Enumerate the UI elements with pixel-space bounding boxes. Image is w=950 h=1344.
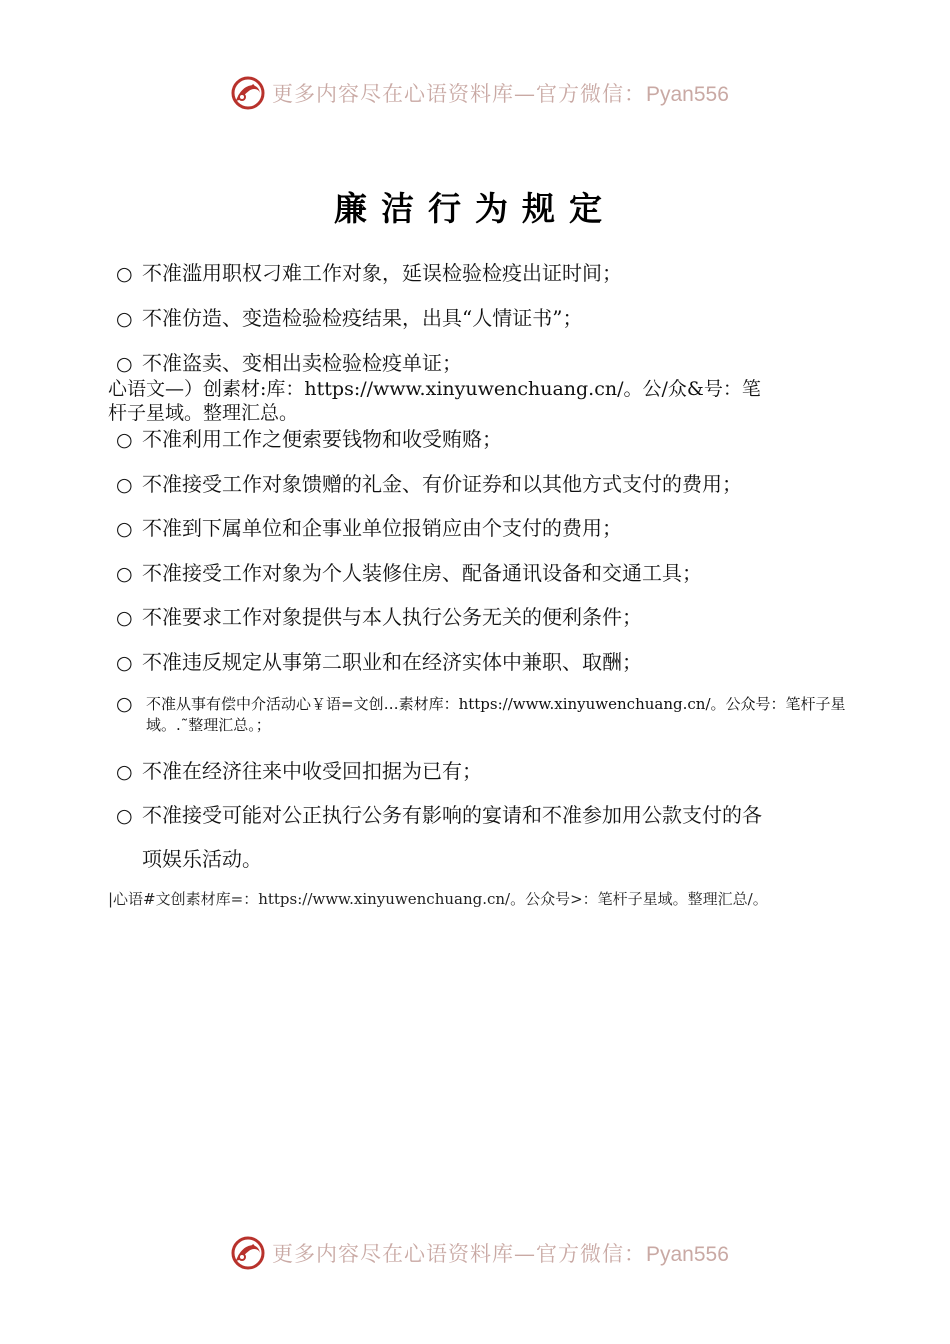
banner-wechat: Pyan556 bbox=[646, 83, 729, 106]
heart-pen-logo-icon bbox=[228, 1233, 268, 1273]
circle-bullet-icon: ○ bbox=[116, 353, 133, 375]
item-text: 不准滥用职权刁难工作对象，延误检验检疫出证时间； bbox=[142, 261, 622, 285]
banner-text: 更多内容尽在心语资料库—官方微信：Pyan556 bbox=[272, 1242, 729, 1266]
circle-bullet-icon: ○ bbox=[116, 563, 133, 585]
list-item bbox=[116, 604, 836, 631]
item-text: 不准在经济往来中收受回扣据为已有； bbox=[142, 759, 482, 783]
circle-bullet-icon: ○ bbox=[116, 761, 133, 783]
header-banner bbox=[0, 70, 950, 116]
circle-bullet-icon: ○ bbox=[116, 652, 133, 674]
item-text: 不准盗卖、变相出卖检验检疫单证； bbox=[142, 351, 462, 375]
list-item bbox=[116, 350, 836, 377]
list-item bbox=[116, 426, 836, 453]
inserted-note-line1: 心语文—）创素材:库：https://www.xinyuwenchuang.cn/。公/众&号：笔 bbox=[108, 378, 761, 400]
list-item bbox=[116, 758, 836, 785]
circle-bullet-icon: ○ bbox=[116, 308, 133, 330]
circle-bullet-icon: ○ bbox=[116, 474, 133, 496]
circle-bullet-icon: ○ bbox=[116, 263, 133, 285]
list-item-continuation: 项娱乐活动。 bbox=[142, 847, 262, 871]
list-item bbox=[116, 471, 836, 498]
item-text: 不准违反规定从事第二职业和在经济实体中兼职、取酬； bbox=[142, 650, 642, 674]
item-text: 不准仿造、变造检验检疫结果，出具“人情证书”； bbox=[142, 306, 583, 330]
item-text: 不准到下属单位和企事业单位报销应由个支付的费用； bbox=[142, 516, 622, 540]
list-item bbox=[116, 305, 836, 332]
heart-pen-logo-icon bbox=[228, 73, 268, 113]
footer-banner bbox=[0, 1230, 950, 1276]
inserted-note-line2: 杆子星域。整理汇总。 bbox=[108, 402, 299, 424]
circle-bullet-icon: ○ bbox=[116, 693, 133, 715]
banner-text: 更多内容尽在心语资料库—官方微信：Pyan556 bbox=[272, 82, 729, 106]
circle-bullet-icon: ○ bbox=[116, 805, 133, 827]
list-item bbox=[116, 649, 836, 676]
item-text: 不准接受可能对公正执行公务有影响的宴请和不准参加用公款支付的各 bbox=[142, 803, 762, 827]
circle-bullet-icon: ○ bbox=[116, 518, 133, 540]
item-text: 不准接受工作对象馈赠的礼金、有价证券和以其他方式支付的费用； bbox=[142, 472, 742, 496]
item-text: 不准利用工作之便索要钱物和收受贿赂； bbox=[142, 427, 502, 451]
list-item bbox=[116, 802, 836, 829]
banner-wechat: Pyan556 bbox=[646, 1243, 729, 1266]
circle-bullet-icon: ○ bbox=[116, 607, 133, 629]
item-text: 不准从事有偿中介活动心￥语=文创…素材库：https://www.xinyuwenchuang.cn/。公众号：笔杆子星域。.˜整理汇总。； bbox=[146, 695, 846, 734]
page-title: 廉洁行为规定 bbox=[334, 189, 616, 228]
circle-bullet-icon: ○ bbox=[116, 429, 133, 451]
list-item bbox=[116, 260, 836, 287]
item-text: 不准接受工作对象为个人装修住房、配备通讯设备和交通工具； bbox=[142, 561, 702, 585]
footer-note: |心语#文创素材库=：https://www.xinyuwenchuang.cn/。公众号>：笔杆子星域。整理汇总/。 bbox=[108, 890, 768, 908]
item-text: 不准要求工作对象提供与本人执行公务无关的便利条件； bbox=[142, 605, 642, 629]
list-item bbox=[116, 560, 836, 587]
list-item bbox=[116, 694, 876, 736]
list-item bbox=[116, 515, 836, 542]
